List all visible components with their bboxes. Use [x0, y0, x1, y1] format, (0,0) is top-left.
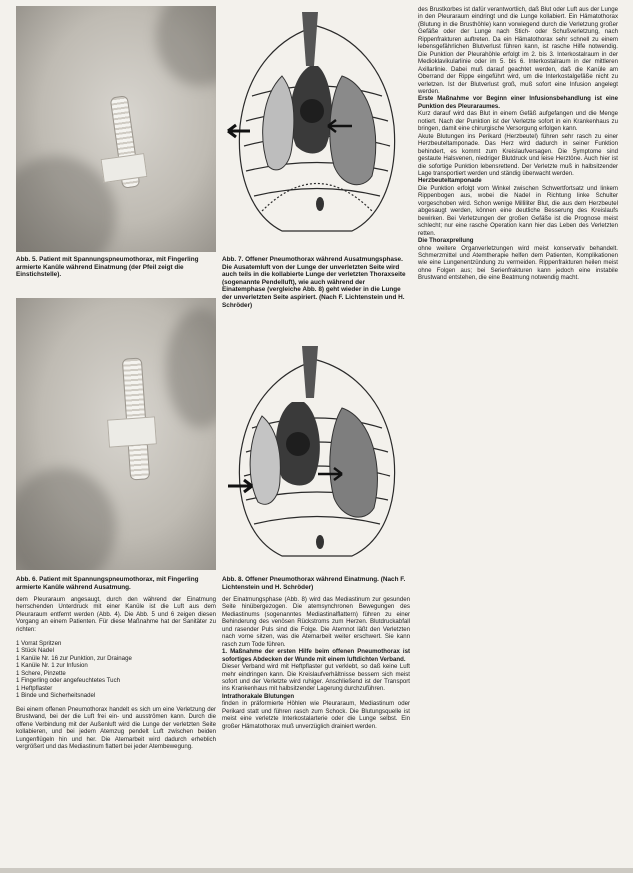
right-bold-2: Herzbeuteltamponade [418, 177, 482, 185]
right-text-3: Akute Blutungen ins Perikard (Herzbeutel) führen sehr rasch zu einer Herzbeuteltamponade. Das Herz wird dadurch in seiner Funktion behindert, es kommt zum Kreislaufversagen. Die Symptome sind gestaute Halsvenen, niedriger Blutdruck und leise Herztöne. Auch hier ist die sofortige Punktion lebensrettend. Der Verletzte muß in halbsitzender Lage transportiert werden und ständig überwacht werden. [418, 132, 618, 177]
right-text-4: Die Punktion erfolgt vom Winkel zwischen Schwertfortsatz und linkem Rippenbogen aus, wobei die Nadel in Richtung linke Schulter vorgeschoben wird. Schon wenige Milliliter Blut, die aus dem Herzbeutel abgesaugt werden, können eine deutliche Besserung des Kreislaufs bewirken. Bei Verletzungen der großen Gefäße ist die Prognose meist schlecht; nur eine rasche Operation kann hier das Leben des Verletzten retten. [418, 184, 618, 237]
left-text-2: Bei einem offenen Pneumothorax handelt es sich um eine Verletzung der Brustwand, bei der die Luft frei ein- und ausströmen kann. Durch die offene Verbindung mit der Außenluft wird die Lunge der verletzten Seite kollabieren, und bei jedem Atemzug pendelt Luft zwischen beiden Lungenflügeln hin und her. Die Atemarbeit wird dadurch erheblich vergrößert und das Mediastinum flattert bei jeder Atembewegung. [16, 706, 216, 751]
list-item: 1 Vorrat Spritzen [16, 640, 62, 647]
thorax-diagram-abb7 [222, 6, 412, 246]
left-column [16, 596, 216, 633]
list-item: 1 Stück Nadel [16, 647, 54, 655]
list-item: 1 Kanüle Nr. 1 zur Infusion [16, 662, 88, 670]
right-bold-1: Erste Maßnahme vor Beginn einer Infusionsbehandlung ist eine Punktion des Pleuraraumes. [418, 95, 618, 110]
caption-abb5: Abb. 5. Patient mit Spannungspneumothorax, mit Fingerling armierte Kanüle während Einatmung (der Pfeil zeigt die Einstichstelle). [16, 256, 199, 279]
photo-abb6 [16, 298, 216, 570]
right-bold-3: Die Thoraxprellung [418, 237, 474, 245]
mid-bold-2: Intrathorakale Blutungen [222, 692, 295, 700]
right-text-1: des Brustkorbes ist dafür verantwortlich, daß Blut oder Luft aus der Lunge in den Pleuraraum eindringt und die Lunge kollabiert. Ein Hämatothorax (Blutung in die Brusthöhle) kann vorwiegend durch die Verletzung großer Gefäße oder der Lunge nach Stich- oder Schußverletzung, nach Rippenfrakturen auftreten. Da ein Hämatothorax sehr schnell zu einem lebensgefährlichen Blutverlust führen kann, ist rasche Hilfe notwendig. Die Punktion der Pleurahöhle erfolgt im 2. bis 3. Interkostalraum in der Medioklavikularlinie oder im 5. bis 6. Interkostalraum in der mittleren Axillarlinie. Dabei muß darauf geachtet werden, daß die Kanüle am Oberrand der Rippe eingeführt wird, um die Interkostalgefäße nicht zu verletzen. Ist der Blutverlust groß, muß sofort eine Infusion angelegt werden. [418, 6, 618, 95]
mid-text-2: Dieser Verband wird mit Heftpflaster gut verklebt, so daß keine Luft mehr eindringen kann. Die Kreislaufverhältnisse bessern sich meist sofort und der Verletzte wird ruhiger. Anschließend ist der Transport ins Krankenhaus mit halbsitzender Lagerung durchzuführen. [222, 663, 410, 693]
list-item: 1 Fingerling oder angefeuchtetes Tuch [16, 677, 121, 685]
caption-abb7: Abb. 7. Offener Pneumothorax während Ausatmungsphase. Die Ausatemluft von der Lunge der unverletzten Seite wird auch teils in die kollabierte Lunge der verletzten Thoraxseite (sogenannte Pendelluft), wie auch während der Einatemphase (vergleiche Abb. 8) geht wieder in die Lunge der unverletzten Seite aspiriert. (Nach F. Lichtenstein und H. Schröder) [222, 256, 406, 309]
bandage [107, 416, 157, 447]
mid-text-1: der Einatmungsphase (Abb. 8) wird das Mediastinum zur gesunden Seite hinübergezogen. Die atemsynchronen Bewegungen des Mediastinums (sogenanntes Mediastinalflattern) führen zu einer Behinderung des venösen Rückstroms zum Herzen. Blutdruckabfall und rasender Puls sind die Folge. Die Atemnot läßt den Verletzten nach vorne sitzen, was die Atemarbeit weiter erschwert. Sie kann rasch zum Tode führen. [222, 596, 410, 648]
list-item: 1 Schere, Pinzette [16, 669, 66, 677]
left-text-1: dem Pleuraraum angesaugt, durch den während der Einatmung herrschenden Unterdruck mit einer Kanüle ist die Luft aus dem Pleuraraum entfernt werden (Abb. 4). Die Abb. 5 und 6 zeigen diesen Vorgang an einem Patienten. Für diese Maßnahme hat der Sanitäter zu richten: [16, 596, 216, 633]
right-text-5: ohne weitere Organverletzungen wird meist konservativ behandelt. Schmerzmittel und Atemtherapie helfen dem Patienten, Komplikationen wie eine Lungenentzündung zu vermeiden. Rippenfrakturen heilen meist ohne Folgen aus; bei Serienfrakturen kann jedoch eine instabile Brustwand entstehen, die eine Beatmung notwendig macht. [418, 244, 618, 282]
equipment-list [16, 640, 216, 700]
caption-abb8: Abb. 8. Offener Pneumothorax während Einatmung. (Nach F. Lichtenstein und H. Schröder) [222, 576, 406, 591]
mid-text-3: finden in präformierte Höhlen wie Pleuraraum, Mediastinum oder Perikard statt und führen rasch zum Schock. Die Blutungsquelle ist meist eine verletzte Interkostalarterie oder die Lunge selbst. Ein großer Hämatothorax muß unverzüglich drainiert werden. [222, 700, 410, 730]
right-text-2: Kurz darauf wird das Blut in einem Gefäß aufgefangen und die Menge notiert. Nach der Punktion ist der Verletzte sofort in ein Krankenhaus zu bringen, damit eine chirurgische Versorgung erfolgen kann. [418, 110, 618, 133]
list-item: 1 Kanüle Nr. 16 zur Punktion, zur Drainage [16, 654, 132, 662]
list-item: 1 Heftpflaster [16, 684, 53, 692]
caption-abb6: Abb. 6. Patient mit Spannungspneumothorax, mit Fingerling armierte Kanüle während Ausatmung. [16, 576, 199, 591]
bandage [101, 153, 148, 183]
mid-bold-1: 1. Maßnahme der ersten Hilfe beim offenen Pneumothorax ist sofortiges Abdecken der Wunde mit einem luftdichten Verband. [222, 648, 410, 663]
thorax-diagram-abb8 [222, 346, 412, 570]
left-column-2 [16, 706, 216, 751]
list-item: 1 Binde und Sicherheitsnadel [16, 692, 96, 700]
right-column [418, 6, 618, 282]
middle-column [222, 596, 410, 730]
page-bottom-edge [0, 868, 633, 873]
photo-abb5 [16, 6, 216, 252]
